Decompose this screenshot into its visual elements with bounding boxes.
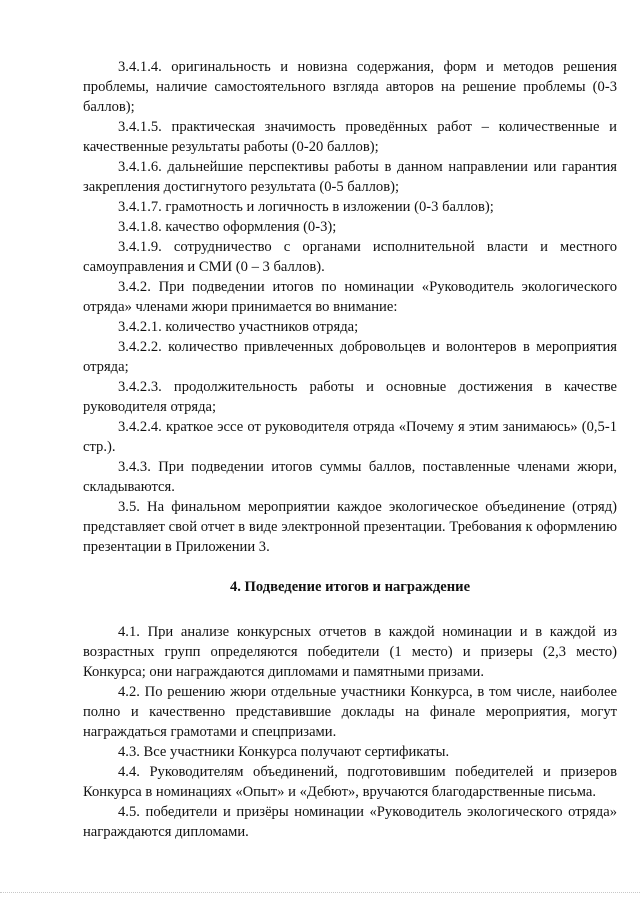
- clause-4-2: 4.2. По решению жюри отдельные участники Конкурса, в том числе, наиболее полно и качественно представившие доклады на финале мероприятия, могут награждаться грамотами и спецпризами.: [83, 684, 617, 740]
- section-heading: 4. Подведение итогов и награждение: [229, 579, 471, 595]
- clause-3-4-2-4: 3.4.2.4. краткое эссе от руководителя отряда «Почему я этим занимаюсь» (0,5-1 стр.).: [83, 419, 617, 455]
- clause-3-4-1-6: 3.4.1.6. дальнейшие перспективы работы в данном направлении или гарантия закрепления достигнутого результата (0-5 баллов);: [83, 159, 617, 195]
- clause-3-4-1-4: 3.4.1.4. оригинальность и новизна содержания, форм и методов решения проблемы, наличие самостоятельного взгляда авторов на решение проблемы (0-3 баллов);: [83, 59, 617, 115]
- clause-3-4-1-9: 3.4.1.9. сотрудничество с органами исполнительной власти и местного самоуправления и СМИ (0 – 3 баллов).: [83, 239, 617, 275]
- clause-3-4-2-3: 3.4.2.3. продолжительность работы и основные достижения в качестве руководителя отряда;: [83, 379, 617, 415]
- clause-3-4-3: 3.4.3. При подведении итогов суммы баллов, поставленные членами жюри, складываются.: [83, 459, 617, 495]
- clause-4-1: 4.1. При анализе конкурсных отчетов в каждой номинации и в каждой из возрастных групп определяются победители (1 место) и призеры (2,3 место) Конкурса; они награждаются дипломами и памятными призами.: [83, 624, 617, 680]
- clause-3-4-2-2: 3.4.2.2. количество привлеченных добровольцев и волонтеров в мероприятия отряда;: [83, 339, 617, 375]
- clause-4-3: 4.3. Все участники Конкурса получают сертификаты.: [118, 744, 450, 760]
- clause-4-4: 4.4. Руководителям объединений, подготовившим победителей и призеров Конкурса в номинациях «Опыт» и «Дебют», вручаются благодарственные письма.: [83, 764, 617, 800]
- document-body: [83, 57, 617, 842]
- clause-4-5: 4.5. победители и призёры номинации «Руководитель экологического отряда» награждаются дипломами.: [83, 804, 617, 840]
- clause-3-4-2-1: 3.4.2.1. количество участников отряда;: [118, 319, 359, 335]
- clause-3-5: 3.5. На финальном мероприятии каждое экологическое объединение (отряд) представляет свой отчет в виде электронной презентации. Требования к оформлению презентации в Приложении 3.: [83, 499, 617, 555]
- clause-3-4-1-7: 3.4.1.7. грамотность и логичность в изложении (0-3 баллов);: [118, 199, 494, 215]
- clause-3-4-1-5: 3.4.1.5. практическая значимость проведённых работ – количественные и качественные результаты работы (0-20 баллов);: [83, 119, 617, 155]
- clause-3-4-2: 3.4.2. При подведении итогов по номинации «Руководитель экологического отряда» членами жюри принимается во внимание:: [83, 279, 617, 315]
- clause-3-4-1-8: 3.4.1.8. качество оформления (0-3);: [118, 219, 337, 235]
- scan-edge-divider: [0, 892, 640, 893]
